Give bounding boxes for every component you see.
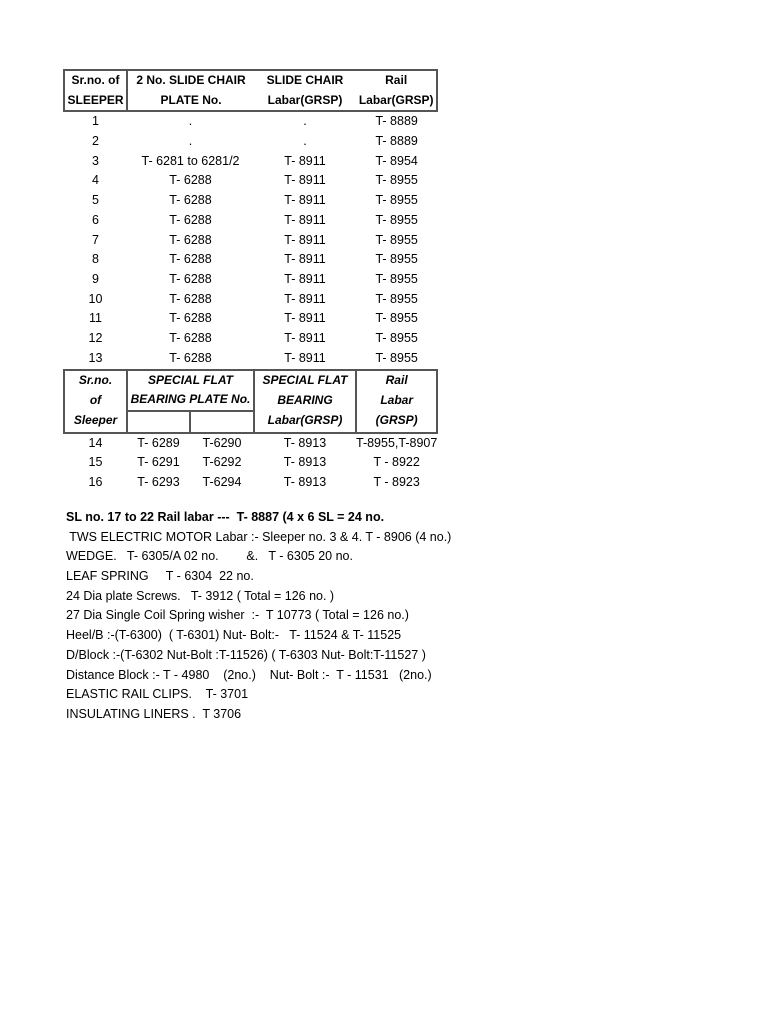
cell-plate: T- 6288 <box>169 212 212 227</box>
cell-sr: 9 <box>92 272 99 286</box>
cell-rail: T- 8955 <box>375 272 418 286</box>
col-header-rail: Labar <box>356 390 437 411</box>
table-row <box>64 349 437 370</box>
cell-sr: 16 <box>88 474 103 489</box>
note-line: Heel/B :-(T-6300) ( T-6301) Nut- Bolt:- T- 11524 & T- 11525 <box>66 628 402 643</box>
note-line: LEAF SPRING T - 6304 22 no. <box>66 569 254 584</box>
col-header-chair: Labar(GRSP) <box>254 91 356 112</box>
col-header-sleeper: Sleeper <box>64 411 127 433</box>
sleeper-parts-table <box>63 69 438 493</box>
cell-chair: T- 8913 <box>283 435 327 450</box>
cell-sr: 15 <box>88 455 103 470</box>
cell-rail: T-8955,T-8907 <box>356 435 438 450</box>
cell-sr: 8 <box>92 252 99 267</box>
cell-rail: T- 8955 <box>375 173 418 188</box>
col-header-chair: SLIDE CHAIR <box>254 70 356 91</box>
cell-chair: T- 8911 <box>284 331 326 346</box>
cell-chair: T- 8911 <box>284 212 326 227</box>
note-line: WEDGE. T- 6305/A 02 no. &. T - 6305 20 no. <box>66 549 353 564</box>
note-line: ELASTIC RAIL CLIPS. T- 3701 <box>66 687 249 702</box>
table-row <box>64 171 437 191</box>
cell-sr: 3 <box>92 153 99 168</box>
cell-rail: T- 8955 <box>375 252 418 267</box>
cell-chair: . <box>303 114 307 129</box>
col-header-rail: Labar(GRSP) <box>356 91 437 112</box>
cell-chair: T- 8911 <box>284 193 326 208</box>
cell-plate-b: T-6292 <box>202 455 242 470</box>
note-line: 27 Dia Single Coil Spring wisher :- T 10773 ( Total = 126 no.) <box>66 608 409 623</box>
table-row <box>64 309 437 329</box>
col-header-sleeper: Sr.no. of <box>64 70 127 91</box>
col-header-sleeper: SLEEPER <box>64 91 127 112</box>
col-header-special-bearing: BEARING <box>254 390 356 411</box>
note-line: SL no. 17 to 22 Rail labar --- T- 8887 (4 x 6 SL = 24 no. <box>66 510 385 524</box>
cell-plate: T- 6288 <box>169 272 212 286</box>
col-header-special-bearing: Labar(GRSP) <box>254 411 356 433</box>
table-row <box>64 290 437 310</box>
cell-sr: 5 <box>92 193 99 208</box>
note-line: D/Block :-(T-6302 Nut-Bolt :T-11526) ( T-6303 Nut- Bolt:T-11527 ) <box>66 647 426 662</box>
col-header-plate: PLATE No. <box>127 91 254 112</box>
cell-rail: T- 8954 <box>375 153 418 168</box>
header-row <box>64 411 437 433</box>
cell-chair: T- 8911 <box>284 232 326 247</box>
cell-chair: T- 8913 <box>283 474 327 489</box>
table-row <box>64 250 437 270</box>
cell-rail: T- 8955 <box>375 350 418 365</box>
cell-chair: T- 8911 <box>284 272 326 286</box>
cell-sr: 12 <box>88 331 103 346</box>
table-row <box>64 111 437 132</box>
notes-section <box>66 508 746 725</box>
cell-plate: . <box>188 134 193 149</box>
cell-plate-b: T-6290 <box>202 435 242 450</box>
table-row <box>64 152 437 172</box>
col-header-special-bearing: SPECIAL FLAT <box>254 370 356 391</box>
table-row <box>64 270 437 290</box>
table-row <box>64 433 437 454</box>
table-row <box>64 473 437 493</box>
table-row <box>64 191 437 211</box>
cell-chair: T- 8911 <box>284 291 326 306</box>
cell-rail: T- 8955 <box>375 331 418 346</box>
cell-rail: T- 8955 <box>375 232 418 247</box>
cell-plate: T- 6288 <box>169 252 212 267</box>
cell-sr: 1 <box>92 114 99 129</box>
cell-plate: T- 6288 <box>169 291 212 306</box>
subheader-blank-cell <box>190 411 254 433</box>
cell-chair: T- 8911 <box>284 252 326 267</box>
cell-plate: T- 6288 <box>169 350 212 365</box>
cell-chair: T- 8911 <box>284 311 326 326</box>
cell-sr: 13 <box>88 350 103 365</box>
cell-plate: T- 6288 <box>169 311 212 326</box>
col-header-special-plate: BEARING PLATE No. <box>127 390 254 411</box>
cell-chair: T- 8911 <box>284 153 326 168</box>
note-line: Distance Block :- T - 4980 (2no.) Nut- Bolt :- T - 11531 (2no.) <box>66 667 432 682</box>
cell-rail: T- 8955 <box>375 291 418 306</box>
cell-chair: T- 8913 <box>283 455 327 470</box>
cell-rail: T - 8922 <box>373 455 420 470</box>
col-header-plate: 2 No. SLIDE CHAIR <box>127 70 254 91</box>
table-row <box>64 453 437 473</box>
table-row <box>64 329 437 349</box>
cell-rail: T- 8889 <box>375 114 418 129</box>
cell-sr: 6 <box>92 212 99 227</box>
cell-plate-a: T- 6291 <box>137 455 180 470</box>
cell-chair: T- 8911 <box>284 350 326 365</box>
cell-plate-a: T- 6293 <box>137 474 180 489</box>
cell-sr: 4 <box>92 173 99 188</box>
cell-plate-a: T- 6289 <box>137 435 180 450</box>
header-row <box>64 390 437 411</box>
cell-sr: 7 <box>92 232 99 247</box>
col-header-rail: Rail <box>356 370 437 391</box>
cell-rail: T - 8923 <box>373 474 420 489</box>
col-header-special-plate: SPECIAL FLAT <box>127 370 254 391</box>
col-header-rail: Rail <box>356 70 437 91</box>
cell-plate: T- 6288 <box>169 193 212 208</box>
table-row <box>64 132 437 152</box>
col-header-sleeper: Sr.no. <box>64 370 127 391</box>
cell-sr: 2 <box>92 134 99 149</box>
table-row <box>64 211 437 231</box>
header-row <box>64 370 437 391</box>
header-row <box>64 91 437 112</box>
cell-plate: T- 6288 <box>169 331 212 346</box>
cell-chair: . <box>303 134 307 149</box>
subheader-blank-cell <box>127 411 190 433</box>
cell-chair: T- 8911 <box>284 173 326 188</box>
cell-sr: 11 <box>89 311 102 326</box>
cell-plate-b: T-6294 <box>202 474 242 489</box>
table-row <box>64 231 437 251</box>
header-row <box>64 70 437 91</box>
cell-rail: T- 8955 <box>375 193 418 208</box>
cell-rail: T- 8889 <box>375 134 418 149</box>
cell-sr: 10 <box>88 291 103 306</box>
note-line: 24 Dia plate Screws. T- 3912 ( Total = 126 no. ) <box>66 588 335 603</box>
note-line: INSULATING LINERS . T 3706 <box>66 706 242 721</box>
col-header-sleeper: of <box>64 390 127 411</box>
cell-plate: . <box>188 114 193 129</box>
col-header-rail: (GRSP) <box>356 411 437 433</box>
cell-plate: T- 6288 <box>169 232 212 247</box>
cell-plate: T- 6288 <box>169 173 212 188</box>
cell-rail: T- 8955 <box>375 311 418 326</box>
cell-sr: 14 <box>88 435 103 450</box>
cell-plate: T- 6281 to 6281/2 <box>141 153 240 168</box>
cell-rail: T- 8955 <box>375 212 418 227</box>
note-line: TWS ELECTRIC MOTOR Labar :- Sleeper no. 3 & 4. T - 8906 (4 no.) <box>66 529 452 544</box>
